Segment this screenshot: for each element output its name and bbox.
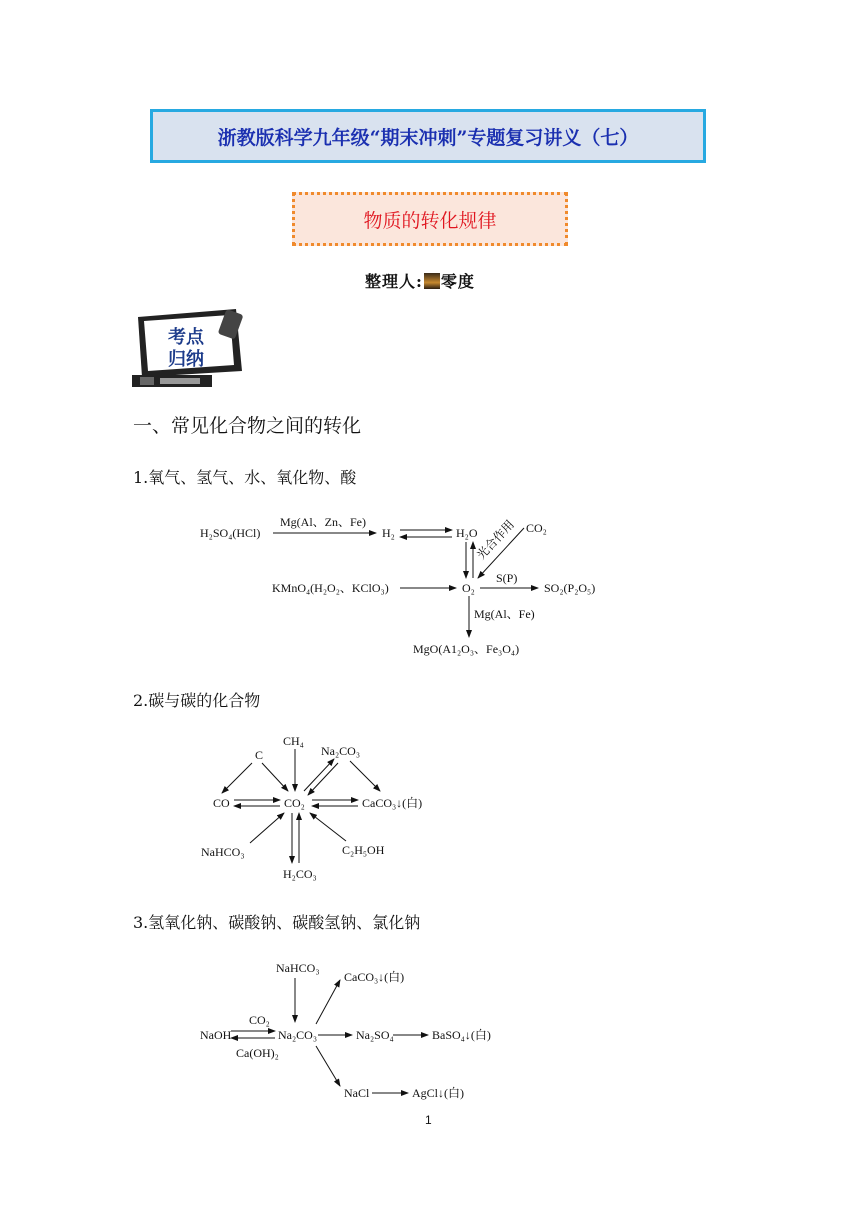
- mgo-label: MgO(A1₂O₃、Fe₃O₄): [413, 642, 520, 656]
- organizer-label: 整理人:: [365, 272, 423, 291]
- topic-title-box: [292, 192, 568, 246]
- nahco3-top-label: NaHCO₃: [276, 961, 320, 975]
- carbon-compounds-diagram: [0, 725, 860, 890]
- caoh2-label: Ca(OH)₂: [236, 1046, 279, 1060]
- na2co3-label: Na₂CO₃: [278, 1028, 318, 1042]
- h2o-label: H₂O: [456, 526, 478, 540]
- sodium-compounds-diagram: [0, 950, 860, 1110]
- caco3-label: CaCO₃↓(白): [362, 796, 423, 810]
- baso4-label: BaSO₄↓(白): [432, 1028, 491, 1042]
- item3-heading: 3.氢氧化钠、碳酸钠、碳酸氢钠、氯化钠: [133, 913, 421, 932]
- badge-line1: 考点: [168, 327, 204, 348]
- h2so4-label: H₂SO₄(HCl): [200, 526, 261, 540]
- na2co3-label: Na₂CO₃: [321, 744, 361, 758]
- item1-heading: 1.氧气、氢气、水、氧化物、酸: [133, 468, 357, 487]
- document-title-box: [150, 109, 706, 163]
- photosynthesis-label: 光合作用: [473, 517, 517, 563]
- organizer-name: 零度: [440, 272, 475, 291]
- c-label: C: [255, 748, 264, 762]
- co2-label: CO₂: [249, 1013, 270, 1027]
- organizer-avatar-icon: [424, 273, 440, 289]
- oxygen-hydrogen-diagram: [0, 500, 860, 670]
- so2-label: SO₂(P₂O₅): [544, 581, 596, 595]
- co2-label: CO₂: [526, 521, 547, 535]
- caco3-label: CaCO₃↓(白): [344, 970, 405, 984]
- badge-line2: 归纳: [168, 349, 204, 370]
- mg-metals-label: Mg(Al、Zn、Fe): [280, 515, 366, 529]
- nahco3-label: NaHCO₃: [201, 845, 245, 859]
- document-title: 浙教版科学九年级“期末冲刺”专题复习讲义（七）: [217, 126, 639, 149]
- organizer-line: [365, 269, 475, 292]
- o2-label: O₂: [462, 581, 475, 595]
- item2-heading: 2.碳与碳的化合物: [133, 691, 261, 710]
- agcl-label: AgCl↓(白): [412, 1086, 464, 1100]
- key-points-badge-icon: [130, 305, 250, 390]
- sp-label: S(P): [496, 571, 518, 585]
- topic-title: 物质的转化规律: [363, 209, 497, 232]
- co-label: CO: [213, 796, 230, 810]
- h2co3-label: H₂CO₃: [283, 867, 317, 881]
- na2so4-label: Na₂SO₄: [356, 1028, 394, 1042]
- section1-heading: 一、常见化合物之间的转化: [133, 415, 362, 437]
- page-number: 1: [425, 1113, 432, 1127]
- c2h5oh-label: C₂H₅OH: [342, 843, 385, 857]
- co2-center-label: CO₂: [284, 796, 305, 810]
- ch4-label: CH₄: [283, 734, 304, 748]
- nacl-label: NaCl: [344, 1086, 370, 1100]
- h2-label: H₂: [382, 526, 395, 540]
- kmno4-label: KMnO₄(H₂O₂、KClO₃): [272, 581, 389, 595]
- mg-al-fe-label: Mg(Al、Fe): [474, 607, 535, 621]
- naoh-label: NaOH: [200, 1028, 232, 1042]
